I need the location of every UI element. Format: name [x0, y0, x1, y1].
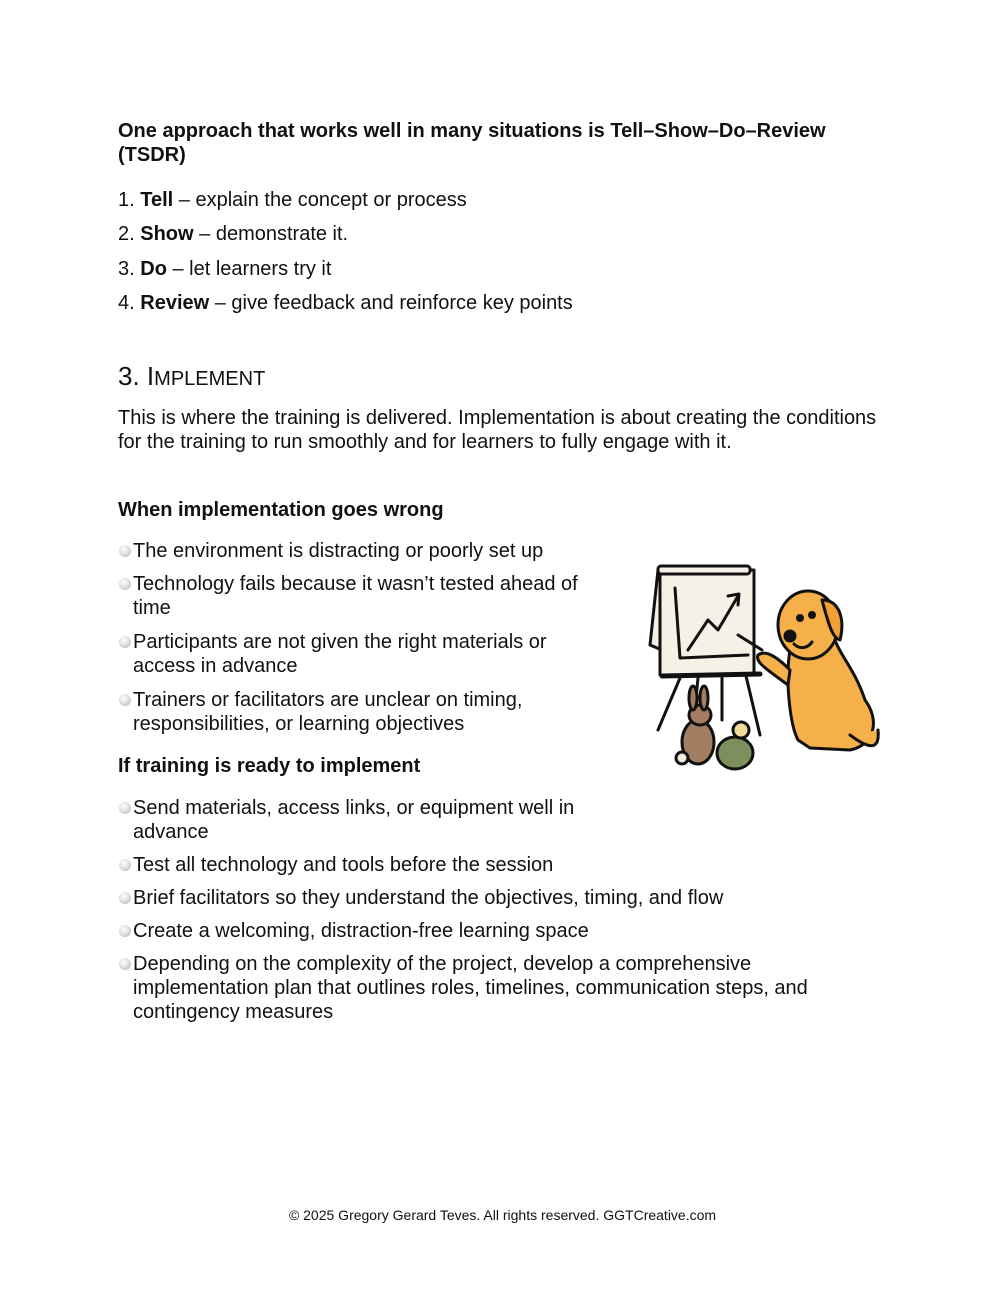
section-rest: MPLEMENT — [154, 368, 266, 390]
turtle-head — [733, 722, 749, 738]
list-item-do — [118, 258, 331, 281]
list-item — [118, 796, 618, 844]
bullet-icon — [119, 892, 131, 904]
list-desc: – give feedback and reinforce key points — [209, 292, 573, 314]
bullet-icon — [119, 578, 131, 590]
section-number: 3. — [118, 361, 147, 391]
list-item — [118, 539, 608, 563]
rabbit-tail — [676, 752, 688, 764]
bullet-text: Send materials, access links, or equipment well in advance — [133, 797, 575, 843]
list-number: 4. — [118, 292, 135, 314]
list-item — [118, 952, 878, 1024]
bullet-text: Create a welcoming, distraction-free learning space — [133, 920, 589, 942]
bullet-text: Depending on the complexity of the project, develop a comprehensive implementation plan that outlines roles, timelines, communication steps, and contingency measures — [133, 953, 808, 1023]
list-item — [118, 853, 878, 877]
bullet-icon — [119, 958, 131, 970]
section-initial: I — [146, 361, 155, 391]
easel-top — [658, 566, 750, 574]
rabbit-ear — [700, 686, 708, 710]
rabbit-ear — [689, 686, 697, 710]
bullet-text: Participants are not given the right materials or access in advance — [133, 631, 547, 677]
bullet-text: The environment is distracting or poorly set up — [133, 540, 544, 562]
tsdr-heading: One approach that works well in many situations is Tell–Show–Do–Review (TSDR) — [118, 120, 826, 166]
section-intro: This is where the training is delivered. Implementation is about creating the conditions for the training to run smoothly and for learners to fully engage with it. — [118, 407, 877, 453]
list-item-review — [118, 292, 573, 315]
dog-eye — [798, 616, 803, 621]
list-desc: – explain the concept or process — [173, 189, 467, 211]
bullet-text: Test all technology and tools before the session — [133, 854, 554, 876]
copyright-footer: © 2025 Gregory Gerard Teves. All rights reserved. GGTCreative.com — [288, 1207, 717, 1223]
ready-heading: If training is ready to implement — [118, 755, 421, 777]
bullet-text: Technology fails because it wasn’t tested ahead of time — [133, 573, 578, 619]
bullet-icon — [119, 545, 131, 557]
list-desc: – let learners try it — [166, 258, 332, 280]
list-item — [118, 630, 608, 678]
dog-nose — [785, 631, 795, 641]
list-item-show — [118, 223, 348, 246]
list-item — [118, 688, 578, 736]
bullet-text: Trainers or facilitators are unclear on timing, responsibilities, or learning objectives — [133, 689, 523, 735]
list-item — [118, 886, 878, 910]
list-term: Show — [140, 223, 194, 245]
list-term: Do — [140, 258, 167, 280]
bullet-icon — [119, 925, 131, 937]
list-item — [118, 919, 878, 943]
list-number: 1. — [118, 189, 135, 211]
section-title — [118, 360, 265, 395]
list-term: Tell — [140, 189, 174, 211]
bullet-icon — [119, 802, 131, 814]
list-number: 3. — [118, 258, 135, 280]
turtle-shell — [717, 737, 753, 769]
easel-leg — [658, 678, 680, 730]
bullet-icon — [119, 694, 131, 706]
dog-paw — [757, 653, 790, 685]
bullet-icon — [119, 859, 131, 871]
bullet-text: Brief facilitators so they understand the objectives, timing, and flow — [133, 887, 724, 909]
list-term: Review — [140, 292, 210, 314]
list-item-tell — [118, 189, 467, 212]
bullet-icon — [119, 636, 131, 648]
dog-eye — [810, 613, 815, 618]
list-desc: – demonstrate it. — [193, 223, 349, 245]
list-item — [118, 572, 608, 620]
wrong-heading: When implementation goes wrong — [118, 499, 444, 521]
list-number: 2. — [118, 223, 135, 245]
dog-teaching-illustration — [640, 560, 890, 780]
